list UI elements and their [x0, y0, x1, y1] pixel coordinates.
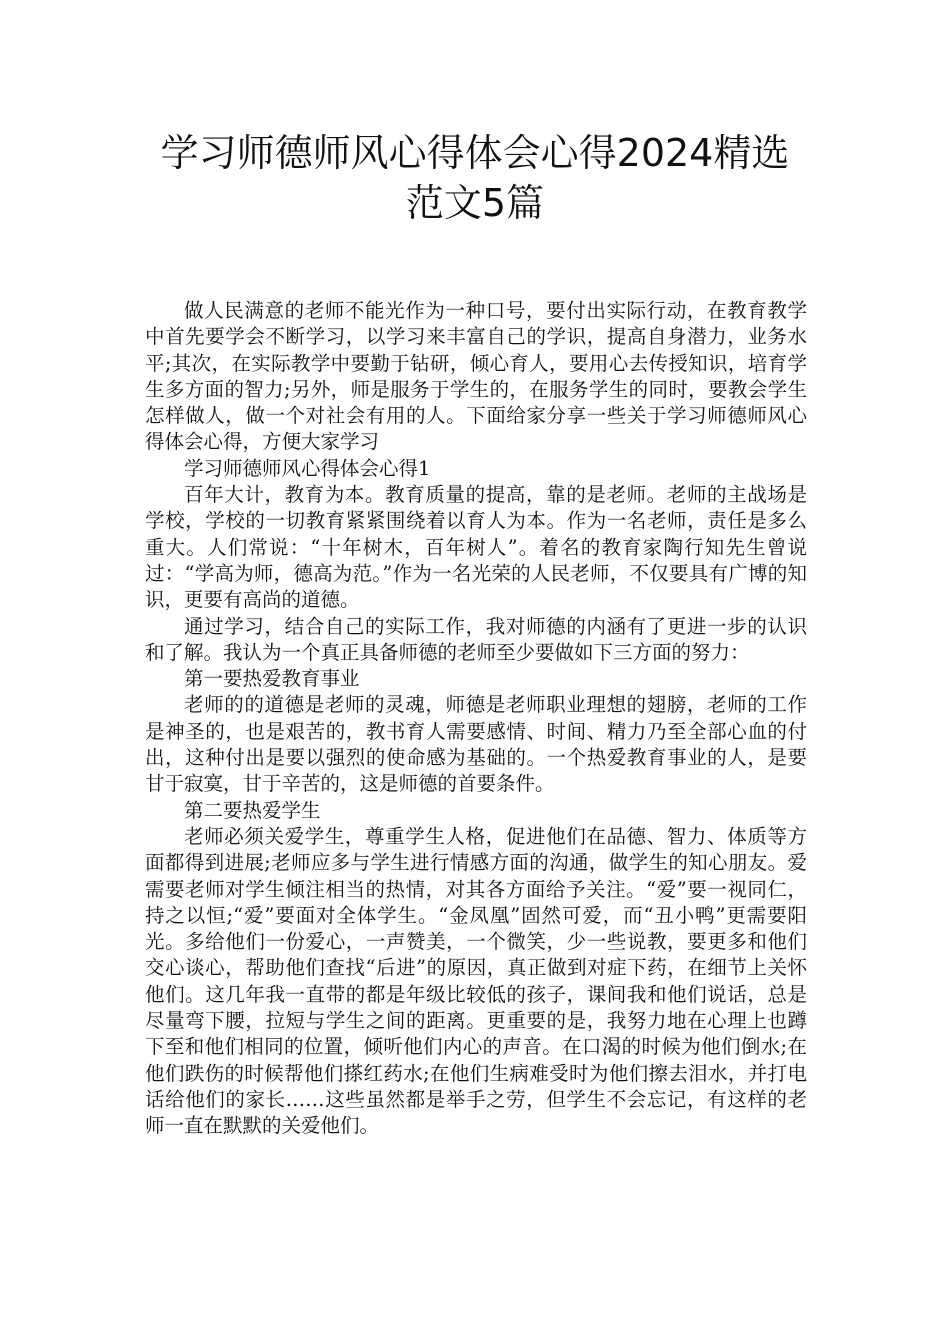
document-body	[145, 298, 807, 1140]
body-paragraph: 百年大计，教育为本。教育质量的提高，靠的是老师。老师的主战场是学校，学校的一切教育紧紧围绕着以育人为本。作为一名老师，责任是多么重大。人们常说：“十年树木，百年树人”。着名的教育家陶行知先生曾说过：“学高为师，德高为范。”作为一名光荣的人民老师，不仅要具有广博的知识，更要有高尚的道德。	[145, 483, 807, 612]
intro-paragraph: 做人民满意的老师不能光作为一种口号，要付出实际行动，在教育教学中首先要学会不断学习，以学习来丰富自己的学识，提高自身潜力，业务水平;其次，在实际教学中要勤于钻研，倾心育人，要用心去传授知识，培育学生多方面的智力;另外，师是服务于学生的，在服务学生的同时，要教会学生怎样做人，做一个对社会有用的人。下面给家分享一些关于学习师德师风心得体会心得，方便大家学习	[145, 299, 807, 454]
section-heading: 学习师德师风心得体会心得1	[184, 456, 431, 480]
section-heading: 第二要热爱学生	[184, 798, 321, 822]
document-title: 学习师德师风心得体会心得2024精选范文5篇	[160, 131, 790, 225]
body-paragraph: 老师必须关爱学生，尊重学生人格，促进他们在品德、智力、体质等方面都得到进展;老师应多与学生进行情感方面的沟通，做学生的知心朋友。爱需要老师对学生倾注相当的热情，对其各方面给予关注。“爱”要一视同仁，持之以恒;“爱”要面对全体学生。“金凤凰”固然可爱，而“丑小鸭”更需要阳光。多给他们一份爱心，一声赞美，一个微笑，少一些说教，要更多和他们交心谈心，帮助他们查找“后进”的原因，真正做到对症下药，在细节上关怀他们。这几年我一直带的都是年级比较低的孩子，课间我和他们说话，总是尽量弯下腰，拉短与学生之间的距离。更重要的是，我努力地在心理上也蹲下至和他们相同的位置，倾听他们内心的声音。在口渴的时候为他们倒水;在他们跌伤的时候帮他们搽红药水;在他们生病难受时为他们擦去泪水，并打电话给他们的家长……这些虽然都是举手之劳，但学生不会忘记，有这样的老师一直在默默的关爱他们。	[145, 824, 807, 1138]
section-heading: 第一要热爱教育事业	[184, 667, 360, 691]
body-paragraph: 老师的的道德是老师的灵魂，师德是老师职业理想的翅膀，老师的工作是神圣的，也是艰苦的，教书育人需要感情、时间、精力乃至全部心血的付出，这种付出是要以强烈的使命感为基础的。一个热爱教育事业的人，是要甘于寂寞，甘于辛苦的，这是师德的首要条件。	[145, 693, 807, 796]
body-paragraph: 通过学习，结合自己的实际工作，我对师德的内涵有了更进一步的认识和了解。我认为一个真正具备师德的老师至少要做如下三方面的努力：	[145, 614, 807, 664]
